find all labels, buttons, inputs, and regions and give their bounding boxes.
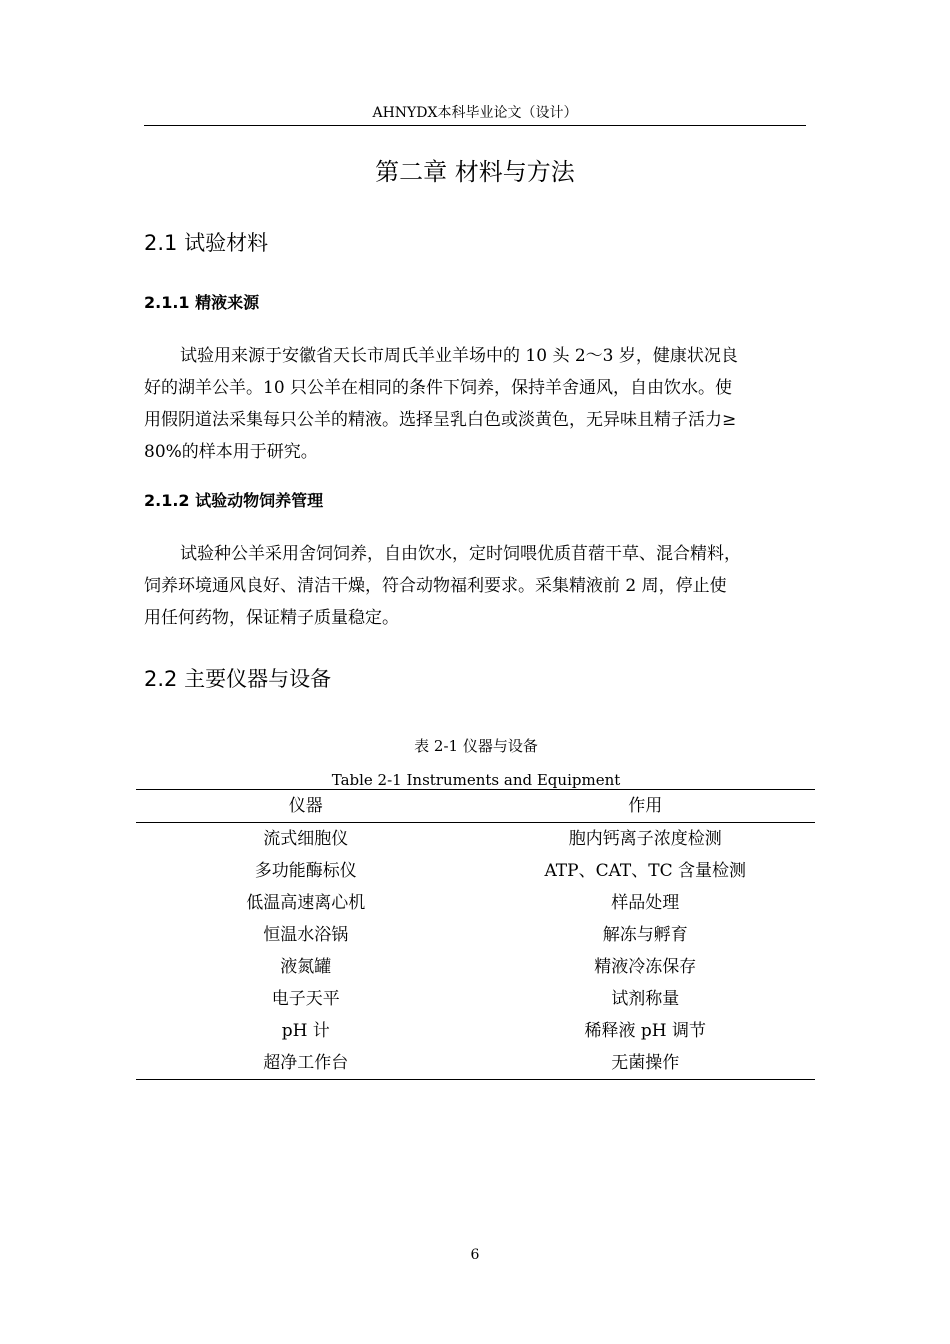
table-header-row	[136, 790, 815, 823]
table-caption-cn: 表 2-1 仪器与设备	[414, 737, 538, 755]
table-row	[136, 919, 815, 951]
table-cell-instrument: 多功能酶标仪	[254, 861, 357, 881]
paragraph-line: 用任何药物，保证精子质量稳定。	[144, 608, 399, 628]
table-cell-instrument: 流式细胞仪	[263, 829, 349, 849]
subsection-heading-2-1-2: 2.1.2 试验动物饲养管理	[144, 491, 324, 510]
chapter-title: 第二章 材料与方法	[375, 158, 575, 186]
table-cell-function: 样品处理	[611, 893, 680, 913]
table-row	[136, 1047, 815, 1080]
paragraph-line: 好的湖羊公羊。10 只公羊在相同的条件下饲养，保持羊舍通风，自由饮水。使	[144, 378, 733, 398]
paragraph-animal-management	[144, 538, 806, 634]
table-cell-instrument: 恒温水浴锅	[263, 925, 349, 945]
table-row	[136, 1015, 815, 1047]
table-row	[136, 951, 815, 983]
subsection-heading-2-1-1: 2.1.1 精液来源	[144, 293, 260, 312]
section-heading-2-1: 2.1 试验材料	[144, 231, 269, 255]
paragraph-line: 试验种公羊采用舍饲饲养，自由饮水，定时饲喂优质苜蓿干草、混合精料，	[180, 544, 741, 564]
table-row	[136, 887, 815, 919]
table-cell-function: 解冻与孵育	[602, 925, 688, 945]
table-row	[136, 983, 815, 1015]
table-cell-instrument: 电子天平	[271, 989, 340, 1009]
paragraph-line: 试验用来源于安徽省天长市周氏羊业羊场中的 10 头 2～3 岁，健康状况良	[180, 346, 738, 366]
paragraph-line: 饲养环境通风良好、清洁干燥，符合动物福利要求。采集精液前 2 周，停止使	[144, 576, 727, 596]
table-cell-instrument: 超净工作台	[263, 1053, 349, 1073]
paragraph-semen-source	[144, 340, 806, 468]
instruments-table	[136, 789, 815, 1080]
column-header-instrument: 仪器	[288, 796, 323, 816]
table-cell-instrument: 低温高速离心机	[246, 893, 366, 913]
page-number: 6	[470, 1247, 480, 1263]
table-cell-instrument: pH 计	[281, 1021, 330, 1041]
section-heading-2-2: 2.2 主要仪器与设备	[144, 667, 332, 691]
table-cell-function: 无菌操作	[611, 1053, 680, 1073]
running-header: AHNYDX本科毕业论文（设计）	[372, 105, 578, 121]
paragraph-line: 用假阴道法采集每只公羊的精液。选择呈乳白色或淡黄色，无异味且精子活力≥	[144, 410, 737, 430]
table-cell-function: 胞内钙离子浓度检测	[568, 829, 722, 849]
table-cell-function: 精液冷冻保存	[594, 957, 697, 977]
column-header-function: 作用	[628, 796, 663, 816]
table-cell-function: 稀释液 pH 调节	[584, 1021, 706, 1041]
table-caption-en: Table 2-1 Instruments and Equipment	[331, 771, 621, 789]
table-cell-function: ATP、CAT、TC 含量检测	[544, 861, 747, 881]
table-row	[136, 855, 815, 887]
paragraph-line: 80%的样本用于研究。	[144, 442, 318, 462]
table-cell-instrument: 液氮罐	[280, 957, 332, 977]
header-rule	[144, 125, 806, 126]
table-row	[136, 823, 815, 856]
table-cell-function: 试剂称量	[611, 989, 680, 1009]
